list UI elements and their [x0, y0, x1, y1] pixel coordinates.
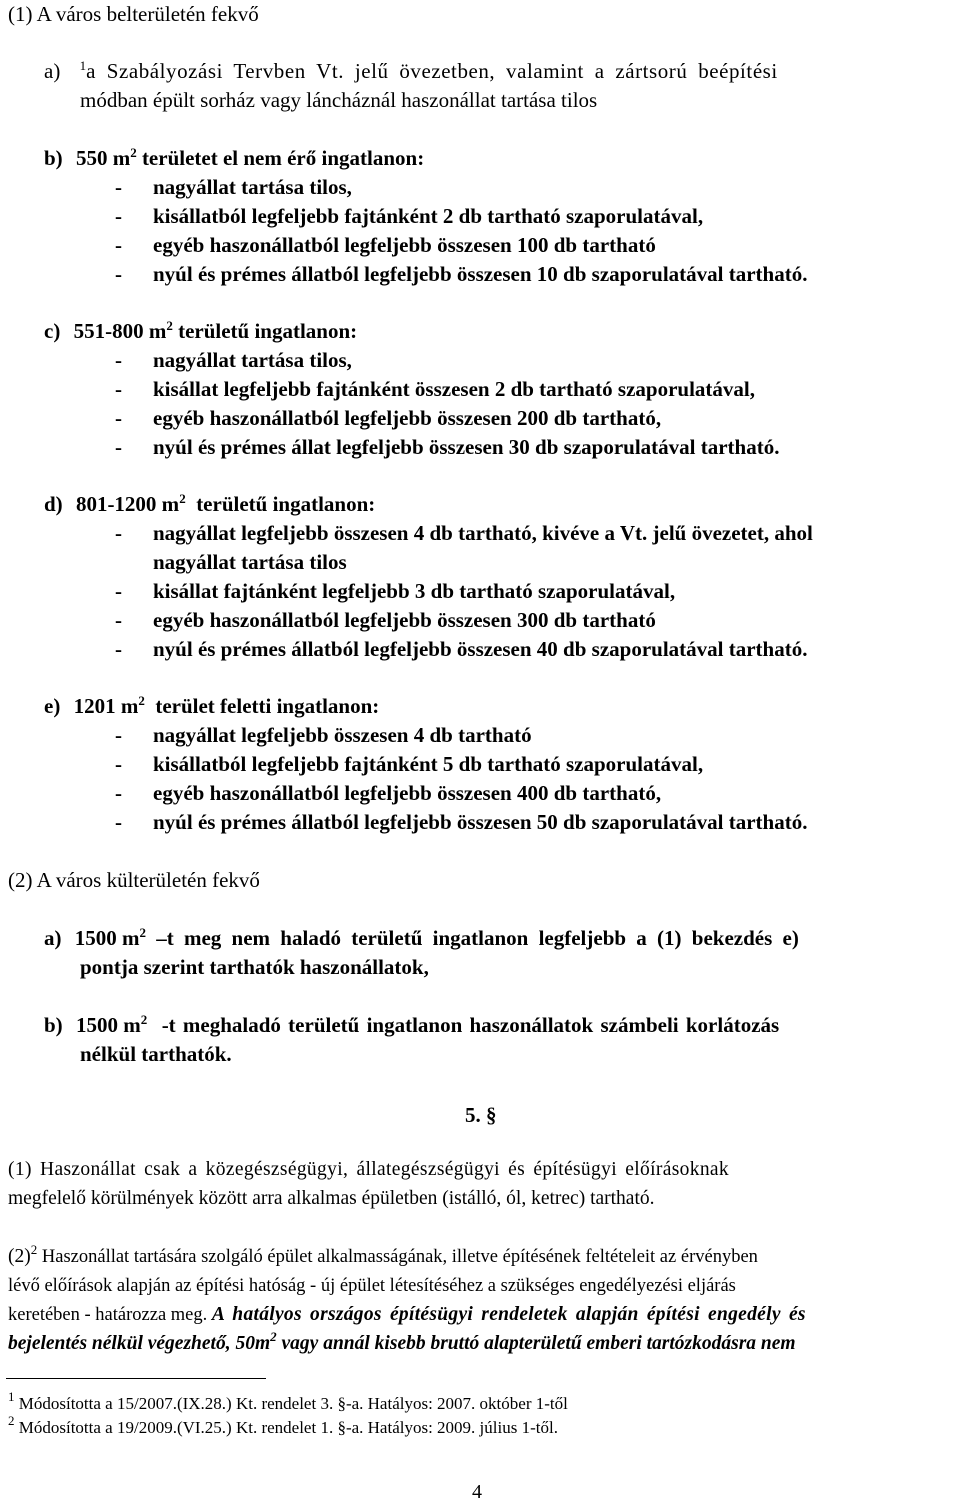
footnote-ref-2: 2 — [30, 1242, 38, 1257]
item-text: egyéb haszonállatból legfeljebb összesen 400 db tartható, — [153, 781, 662, 805]
item-text: kisállatból legfeljebb fajtánként 5 db tartható szaporulatával, — [153, 752, 704, 776]
item-text: egyéb haszonállatból legfeljebb összesen 100 db tartható — [153, 233, 656, 257]
s1-b-head-text: területet el nem érő ingatlanon: — [136, 146, 425, 170]
list-item — [115, 723, 532, 748]
s5-p2-text4a: bejelentés nélkül végezhető, 50m — [8, 1333, 271, 1354]
s5-p2-text4b: vagy annál kisebb bruttó alapterületű emberi tartózkodásra nem — [276, 1333, 796, 1354]
s1-e-area: 1201 m — [73, 694, 139, 718]
s1-e-label: e) — [44, 694, 61, 718]
footnote-ref-1: 1 — [79, 58, 87, 73]
s2-b-text: -t meghaladó területű ingatlanon haszonállatok számbeli korlátozás — [147, 1013, 780, 1037]
dash: - — [115, 377, 122, 401]
item-text: nyúl és prémes állatból legfeljebb összesen 10 db szaporulatával tartható. — [153, 262, 808, 286]
s1-a-line1 — [44, 59, 956, 84]
section-1-heading: (1) A város belterületén fekvő — [8, 2, 259, 26]
s1-d-head-text: területű ingatlanon: — [185, 492, 376, 516]
list-item — [115, 579, 675, 604]
list-item — [115, 233, 656, 258]
s1-d-head — [44, 492, 375, 517]
s2-a-label: a) — [44, 926, 62, 950]
item-text: kisállatból legfeljebb fajtánként 2 db tartható szaporulatával, — [153, 204, 704, 228]
s2-a-sup: 2 — [139, 925, 146, 940]
dash: - — [115, 608, 122, 632]
item-text: nyúl és prémes állatból legfeljebb összesen 40 db szaporulatával tartható. — [153, 637, 808, 661]
item-text: nagyállat legfeljebb összesen 4 db tartható, kivéve a Vt. jelű övezetet, ahol — [153, 521, 813, 545]
s5-p2-line3 — [8, 1303, 806, 1327]
s2-b-line2: nélkül tarthatók. — [80, 1042, 232, 1066]
list-item — [115, 810, 807, 835]
dash: - — [115, 579, 122, 603]
list-item — [115, 406, 661, 431]
s5-p2-text3: keretében - határozza meg. — [8, 1305, 212, 1325]
list-item — [115, 781, 661, 806]
list-item — [115, 608, 656, 633]
s1-e-head-text: terület feletti ingatlanon: — [144, 694, 380, 718]
dash: - — [115, 262, 122, 286]
dash: - — [115, 521, 122, 545]
s2-b-sup: 2 — [140, 1012, 148, 1027]
s1-b-head — [44, 146, 424, 171]
dash: - — [115, 435, 122, 459]
s2-b-area: 1500 m — [75, 1013, 141, 1037]
s5-p2-emphasis: A hatályos országos építésügyi rendeletek alapján építési engedély és — [211, 1304, 806, 1325]
s5-p2-text1: Haszonállat tartására szolgáló épület alkalmasságának, illetve építésének feltételeit az érvényben — [37, 1247, 758, 1267]
s1-b-area: 550 m — [75, 146, 131, 170]
item-text: nyúl és prémes állatból legfeljebb összesen 50 db szaporulatával tartható. — [153, 810, 808, 834]
s1-d-label: d) — [44, 492, 63, 516]
s5-p2-line1 — [8, 1242, 758, 1269]
dash: - — [115, 348, 122, 372]
footnote-text: Módosította a 19/2009.(VI.25.) Kt. rendelet 1. §-a. Hatályos: 2009. július 1-től. — [14, 1418, 558, 1437]
footnote-separator — [6, 1378, 266, 1379]
s5-p2-line4 — [8, 1329, 796, 1356]
s5-p1-line2: megfelelő körülmények között arra alkalmas épületben (istálló, ól, ketrec) tartható. — [8, 1188, 655, 1209]
item-text: nyúl és prémes állat legfeljebb összesen 30 db szaporulatával tartható. — [153, 435, 780, 459]
s5-p2-num: (2) — [8, 1246, 31, 1267]
item-text: nagyállat tartása tilos, — [153, 348, 352, 372]
list-item — [115, 175, 352, 200]
s1-c-area: 551-800 m — [73, 319, 167, 343]
page-number: 4 — [472, 1481, 482, 1503]
dash: - — [115, 810, 122, 834]
dash: - — [115, 781, 122, 805]
footnote-text: Módosította a 15/2007.(IX.28.) Kt. rendelet 3. §-a. Hatályos: 2007. október 1-től — [14, 1394, 568, 1413]
footnote-2 — [8, 1413, 558, 1438]
section-5-title: 5. § — [465, 1103, 497, 1127]
list-item-continuation: nagyállat tartása tilos — [153, 550, 347, 574]
list-item — [115, 262, 807, 287]
list-item — [115, 752, 703, 777]
s1-a-line2: módban épült sorház vagy láncháznál haszonállat tartása tilos — [80, 88, 598, 112]
s5-p1-line1: (1) Haszonállat csak a közegészségügyi, állategészségügyi és építésügyi előírásoknak — [8, 1159, 730, 1180]
dash: - — [115, 752, 122, 776]
dash: - — [115, 406, 122, 430]
list-item — [115, 435, 779, 460]
s2-a-area: 1500 m — [74, 926, 140, 950]
s1-c-head — [44, 319, 357, 344]
s2-b-label: b) — [44, 1013, 63, 1037]
s2-a-line1 — [44, 926, 956, 951]
item-text: kisállat legfeljebb fajtánként összesen 2 db tartható szaporulatával, — [153, 377, 755, 401]
dash: - — [115, 637, 122, 661]
list-item — [115, 377, 755, 402]
footnote-1 — [8, 1389, 568, 1414]
list-item — [115, 348, 352, 373]
s2-a-text: –t meg nem haladó területű ingatlanon legfeljebb a (1) bekezdés e) — [146, 926, 799, 950]
s1-e-head — [44, 694, 379, 719]
section-2-heading: (2) A város külterületén fekvő — [8, 868, 260, 892]
footnote-num: 1 — [8, 1389, 15, 1404]
item-text: egyéb haszonállatból legfeljebb összesen 200 db tartható, — [153, 406, 662, 430]
dash: - — [115, 175, 122, 199]
list-item — [115, 637, 807, 662]
item-text: nagyállat tartása tilos, — [153, 175, 352, 199]
s5-p2-sup2: 2 — [270, 1329, 277, 1344]
s1-d-area: 801-1200 m — [75, 492, 180, 516]
s1-b-sup: 2 — [130, 145, 137, 160]
s5-p2-line2: lévő előírások alapján az építési hatóság - új épület létesítéséhez a szükséges engedélyezési eljárás — [8, 1276, 736, 1296]
s1-e-sup: 2 — [138, 693, 145, 708]
list-item — [115, 521, 813, 546]
s1-c-head-text: területű ingatlanon: — [172, 319, 358, 343]
dash: - — [115, 233, 122, 257]
list-item — [115, 204, 703, 229]
s1-d-sup: 2 — [179, 491, 186, 506]
s1-a-label: a) — [44, 59, 61, 83]
item-text: kisállat fajtánként legfeljebb 3 db tartható szaporulatával, — [153, 579, 676, 603]
s1-c-sup: 2 — [166, 318, 173, 333]
s1-a-text1: a Szabályozási Tervben Vt. jelű övezetben, valamint a zártsorú beépítési — [86, 59, 778, 83]
footnote-num: 2 — [8, 1413, 15, 1428]
dash: - — [115, 723, 122, 747]
s1-c-label: c) — [44, 319, 61, 343]
s1-b-label: b) — [44, 146, 63, 170]
s2-a-line2: pontja szerint tarthatók haszonállatok, — [80, 955, 429, 979]
s2-b-line1 — [44, 1013, 956, 1038]
item-text: nagyállat legfeljebb összesen 4 db tartható — [153, 723, 532, 747]
dash: - — [115, 204, 122, 228]
item-text: egyéb haszonállatból legfeljebb összesen 300 db tartható — [153, 608, 656, 632]
